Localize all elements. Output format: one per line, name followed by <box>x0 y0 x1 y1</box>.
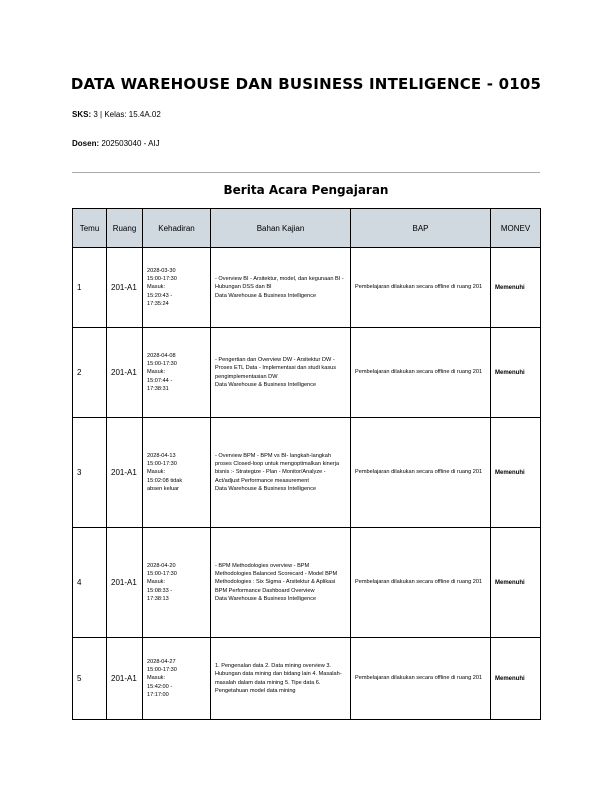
dosen-label: Dosen: <box>72 139 100 148</box>
bahan-kajian-text: - Pengertian dan Overview DW - Arsitektur DW - Proses ETL Data - Implementasi dan studi kasus pengimplementasian DW <box>215 357 337 380</box>
bap-cell: Pembelajaran dilakukan secara offline di ruang 201 <box>351 638 491 720</box>
bahan-kajian-text: - Overview BI - Arsitektur, model, dan kegunaan BI - Hubungan DSS dan BI <box>215 276 344 291</box>
kehadiran-line: 15:00-17:30 <box>147 571 177 578</box>
table-header-row <box>73 209 541 248</box>
col-header-kehadiran: Kehadiran <box>143 209 211 248</box>
kehadiran-line: 15:00-17:30 <box>147 461 177 468</box>
kehadiran-line: 17:38:31 <box>147 385 169 392</box>
kehadiran-line: Masuk: <box>147 369 166 376</box>
kehadiran-line: 17:35:24 <box>147 300 169 307</box>
bahan-kajian-cell <box>211 248 351 328</box>
bahan-kajian-cell <box>211 328 351 418</box>
kehadiran-line: Masuk: <box>147 675 166 682</box>
bahan-kajian-text: 1. Pengenalan data 2. Data mining overview 3. Hubungan data mining dan bidang lain 4. Masalah-masalah dalam data mining 5. Tipe data 6. Pengetahuan model data mining <box>215 663 342 694</box>
bap-cell: Pembelajaran dilakukan secara offline di ruang 201 <box>351 418 491 528</box>
kehadiran-cell <box>143 638 211 720</box>
bahan-kajian-text: Data Warehouse & Business Intelligence <box>215 595 317 602</box>
kehadiran-line: 15:00-17:30 <box>147 361 177 368</box>
col-header-temu: Temu <box>73 209 107 248</box>
ruang-cell: 201-A1 <box>107 328 143 418</box>
kehadiran-line: 15:20:43 - <box>147 292 173 299</box>
monev-cell: Memenuhi <box>491 528 541 638</box>
kehadiran-line: 15:42:00 - <box>147 683 173 690</box>
bahan-kajian-text: Data Warehouse & Business Intelligence <box>215 292 317 299</box>
kehadiran-line: 15:00-17:30 <box>147 667 177 674</box>
col-header-ruang: Ruang <box>107 209 143 248</box>
bahan-kajian-text: Data Warehouse & Business Intelligence <box>215 381 317 388</box>
temu-cell: 3 <box>73 418 107 528</box>
kehadiran-cell <box>143 328 211 418</box>
ruang-cell: 201-A1 <box>107 528 143 638</box>
temu-cell: 1 <box>73 248 107 328</box>
monev-cell: Memenuhi <box>491 328 541 418</box>
kehadiran-line: absen keluar <box>147 485 180 492</box>
col-header-bahan-kajian: Bahan Kajian <box>211 209 351 248</box>
table-row <box>73 328 541 418</box>
col-header-bap: BAP <box>351 209 491 248</box>
dosen-line <box>72 139 160 148</box>
ruang-cell: 201-A1 <box>107 248 143 328</box>
ruang-cell: 201-A1 <box>107 418 143 528</box>
sks-label: SKS: <box>72 110 92 119</box>
dosen-value: 202503040 - AIJ <box>101 139 160 148</box>
bap-cell: Pembelajaran dilakukan secara offline di ruang 201 <box>351 248 491 328</box>
kehadiran-line: 17:38:13 <box>147 595 169 602</box>
table-row <box>73 528 541 638</box>
monev-cell: Memenuhi <box>491 248 541 328</box>
kehadiran-cell <box>143 528 211 638</box>
kehadiran-cell <box>143 248 211 328</box>
kehadiran-line: 2028-04-08 <box>147 353 176 360</box>
kehadiran-cell <box>143 418 211 528</box>
kehadiran-line: Masuk: <box>147 284 166 291</box>
bahan-kajian-text: - BPM Methodologies overview - BPM Methodologies Balanced Scorecard - Model BPM Methodologies : Six Sigma - Arsitektur & Aplikasi BPM Performance Dashboard Overview <box>215 563 338 594</box>
divider <box>72 172 540 173</box>
ruang-cell: 201-A1 <box>107 638 143 720</box>
bap-cell: Pembelajaran dilakukan secara offline di ruang 201 <box>351 328 491 418</box>
kehadiran-line: Masuk: <box>147 469 166 476</box>
sks-kelas-line <box>72 110 161 119</box>
kehadiran-line: 15:07:44 - <box>147 377 173 384</box>
bahan-kajian-cell <box>211 638 351 720</box>
temu-cell: 4 <box>73 528 107 638</box>
kehadiran-line: 15:00-17:30 <box>147 276 177 283</box>
kehadiran-line: 2028-04-20 <box>147 563 176 570</box>
bahan-kajian-cell <box>211 528 351 638</box>
kehadiran-line: 2028-04-27 <box>147 659 176 666</box>
kehadiran-line: 15:02:08 tidak <box>147 477 183 484</box>
kehadiran-line: 17:17:00 <box>147 691 169 698</box>
bahan-kajian-text: - Overview BPM - BPM vs BI- langkah-langkah proses Closed-loop untuk mengoptimalkan kinerja bisnis :- Strategize - Plan - Monitor/Analyze - Act/adjust Performance measurement <box>215 453 340 484</box>
kehadiran-line: 2028-03-30 <box>147 268 176 275</box>
bap-cell: Pembelajaran dilakukan secara offline di ruang 201 <box>351 528 491 638</box>
sks-value: 3 | Kelas: 15.4A.02 <box>93 110 161 119</box>
temu-cell: 5 <box>73 638 107 720</box>
col-header-monev: MONEV <box>491 209 541 248</box>
bap-table <box>72 208 541 720</box>
kehadiran-line: 15:08:33 - <box>147 587 173 594</box>
temu-cell: 2 <box>73 328 107 418</box>
monev-cell: Memenuhi <box>491 418 541 528</box>
monev-cell: Memenuhi <box>491 638 541 720</box>
section-title: Berita Acara Pengajaran <box>223 183 389 197</box>
kehadiran-line: Masuk: <box>147 579 166 586</box>
bahan-kajian-text: Data Warehouse & Business Intelligence <box>215 485 317 492</box>
kehadiran-line: 2028-04-13 <box>147 453 176 460</box>
document-title: DATA WAREHOUSE DAN BUSINESS INTELIGENCE - 0105 <box>70 75 542 93</box>
table-row <box>73 248 541 328</box>
table-row <box>73 418 541 528</box>
bahan-kajian-cell <box>211 418 351 528</box>
table-row <box>73 638 541 720</box>
